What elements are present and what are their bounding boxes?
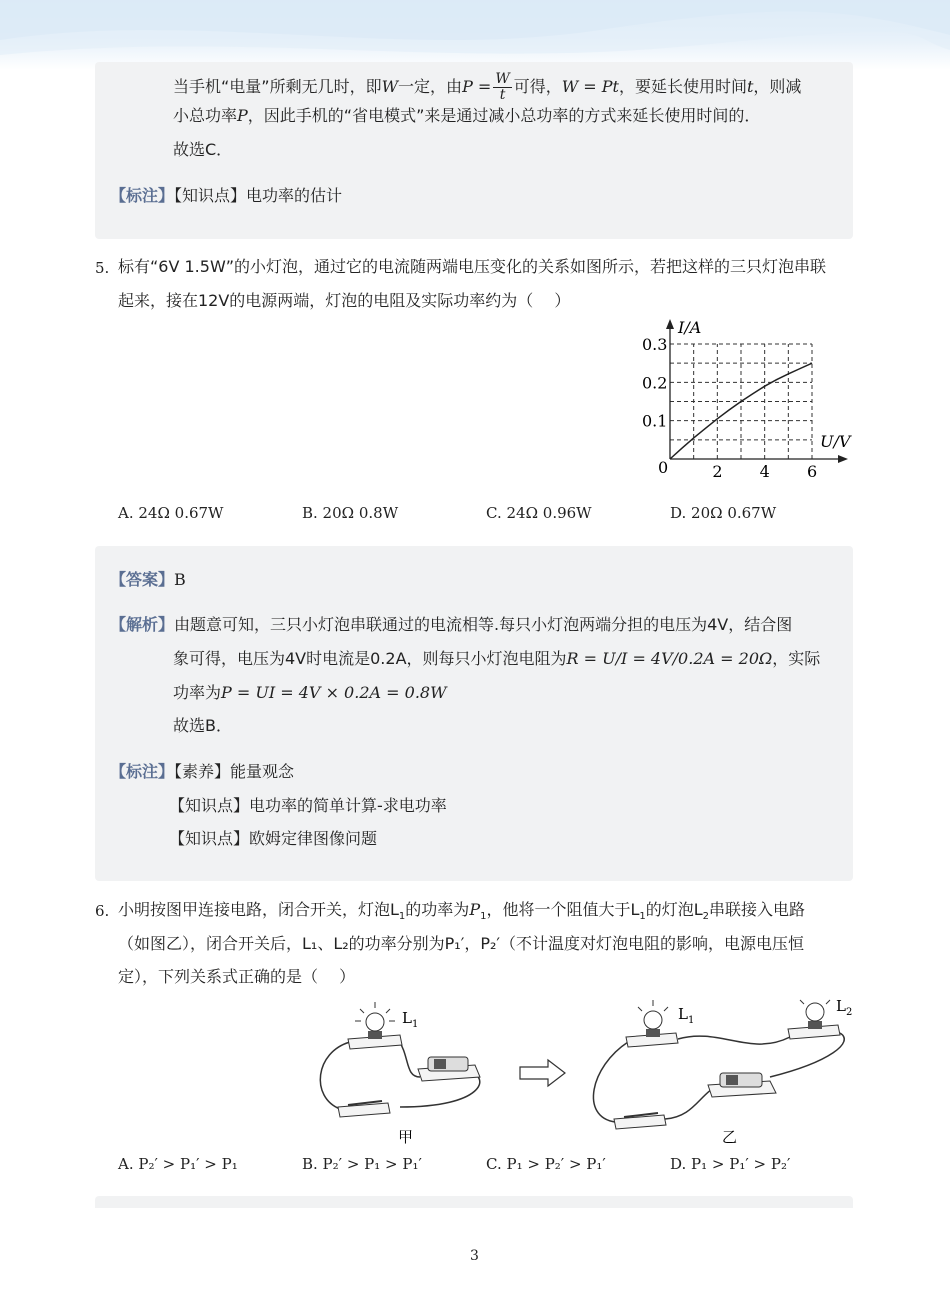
q6-stem-line1: 小明按图甲连接电路，闭合开关，灯泡$L_1$的功率为$P_1$，他将一个阻值大于$L_1$的灯泡$L_2$串联接入电路 bbox=[118, 900, 806, 923]
q6-option-d: D. P₁ > P₁′ > P₂′ bbox=[670, 1155, 791, 1173]
y-tick-label: 0.3 bbox=[642, 335, 668, 354]
y-tick-label: 0.2 bbox=[642, 373, 668, 393]
q6-option-b: B. P₂′ > P₁ > P₁′ bbox=[302, 1155, 422, 1173]
q6-number: 6. bbox=[95, 902, 110, 920]
q5-analysis-line1: 【解析】由题意可知，三只小灯泡串联通过的电流相等.每只小灯泡两端分担的电压为4V，结合图 bbox=[110, 615, 793, 634]
fraction-W-over-t: $\frac{W}{t}$ bbox=[495, 71, 510, 103]
circuit-right bbox=[593, 997, 852, 1146]
q4-analysis-line3: 故选C． bbox=[173, 140, 233, 159]
q4-analysis-line1: 当手机“电量”所剩无几时，即W一定，由P = $\frac{W}{t}$ 可得，W = Pt，要延长使用时间t，则减 bbox=[173, 71, 802, 103]
q6-option-a: A. P₂′ > P₁′ > P₁ bbox=[118, 1155, 238, 1173]
q5-analysis-line2: 象可得，电压为4V时电流是0.2A，则每只小灯泡电阻为R = U/I = 4V/0.2A = 20Ω，实际 bbox=[173, 649, 821, 668]
header-wave-decoration bbox=[0, 0, 950, 70]
x-tick-label: 2 bbox=[712, 462, 723, 481]
label-L2: $L_2$ bbox=[836, 997, 853, 1018]
q5-number: 5. bbox=[95, 259, 110, 277]
battery-icon bbox=[708, 1073, 776, 1097]
switch-icon bbox=[614, 1113, 666, 1129]
y-axis-arrow bbox=[666, 319, 674, 329]
y-axis-label: I/A bbox=[678, 318, 702, 337]
q5-answer: 【答案】B bbox=[110, 570, 186, 589]
transform-arrow-icon bbox=[520, 1060, 565, 1086]
q5-option-a: A. 24Ω 0.67W bbox=[118, 504, 224, 522]
label-L1-right: $L_1$ bbox=[678, 1005, 695, 1026]
circuit-left bbox=[320, 1002, 480, 1146]
origin-label: 0 bbox=[658, 458, 669, 477]
q5-note-2: 【知识点】电功率的简单计算-求电功率 bbox=[169, 796, 447, 815]
q5-note-1: 【标注】【素养】能量观念 bbox=[110, 762, 295, 781]
q5-analysis-line4: 故选B． bbox=[173, 716, 232, 735]
q5-option-d: D. 20Ω 0.67W bbox=[670, 504, 777, 522]
q6-option-c: C. P₁ > P₂′ > P₁′ bbox=[486, 1155, 606, 1173]
iv-curve-chart bbox=[630, 315, 860, 495]
x-tick-label: 4 bbox=[759, 462, 770, 481]
answer-panel-q6-start bbox=[95, 1196, 853, 1208]
q5-note-3: 【知识点】欧姆定律图像问题 bbox=[169, 829, 378, 848]
page-number: 3 bbox=[470, 1248, 479, 1264]
q5-option-b: B. 20Ω 0.8W bbox=[302, 504, 399, 522]
y-tick-label: 0.1 bbox=[642, 411, 668, 431]
q5-stem-line2: 起来，接在12V的电源两端，灯泡的电阻及实际功率约为（ ） bbox=[118, 291, 571, 310]
q6-stem-line3: 定），下列关系式正确的是（ ） bbox=[118, 967, 356, 986]
x-tick-label: 6 bbox=[807, 462, 818, 481]
q5-option-c: C. 24Ω 0.96W bbox=[486, 504, 592, 522]
circuit-figure bbox=[310, 997, 870, 1147]
header-band bbox=[0, 0, 950, 70]
label-L1-left: $L_1$ bbox=[402, 1009, 419, 1030]
x-axis-arrow bbox=[838, 455, 848, 463]
battery-icon bbox=[418, 1057, 480, 1081]
q4-analysis-line2: 小总功率P，因此手机的“省电模式”来是通过减小总功率的方式来延长使用时间的． bbox=[173, 106, 761, 125]
label-jia: 甲 bbox=[398, 1128, 414, 1146]
label-yi: 乙 bbox=[722, 1128, 738, 1146]
bulb-icon bbox=[788, 1000, 840, 1039]
x-axis-label: U/V bbox=[820, 432, 851, 451]
q6-stem-line2: （如图乙），闭合开关后，L₁、L₂的功率分别为P₁′，P₂′（不计温度对灯泡电阻的影响，电源电压恒 bbox=[118, 934, 805, 953]
q5-analysis-line3: 功率为P = UI = 4V × 0.2A = 0.8W bbox=[173, 683, 447, 702]
q4-note: 【标注】【知识点】电功率的估计 bbox=[110, 186, 343, 205]
switch-icon bbox=[338, 1101, 390, 1117]
bulb-icon bbox=[348, 1002, 402, 1049]
q5-stem-line1: 标有“6V 1.5W”的小灯泡，通过它的电流随两端电压变化的关系如图所示，若把这样的三只灯泡串联 bbox=[118, 257, 827, 276]
bulb-icon bbox=[626, 1000, 678, 1047]
